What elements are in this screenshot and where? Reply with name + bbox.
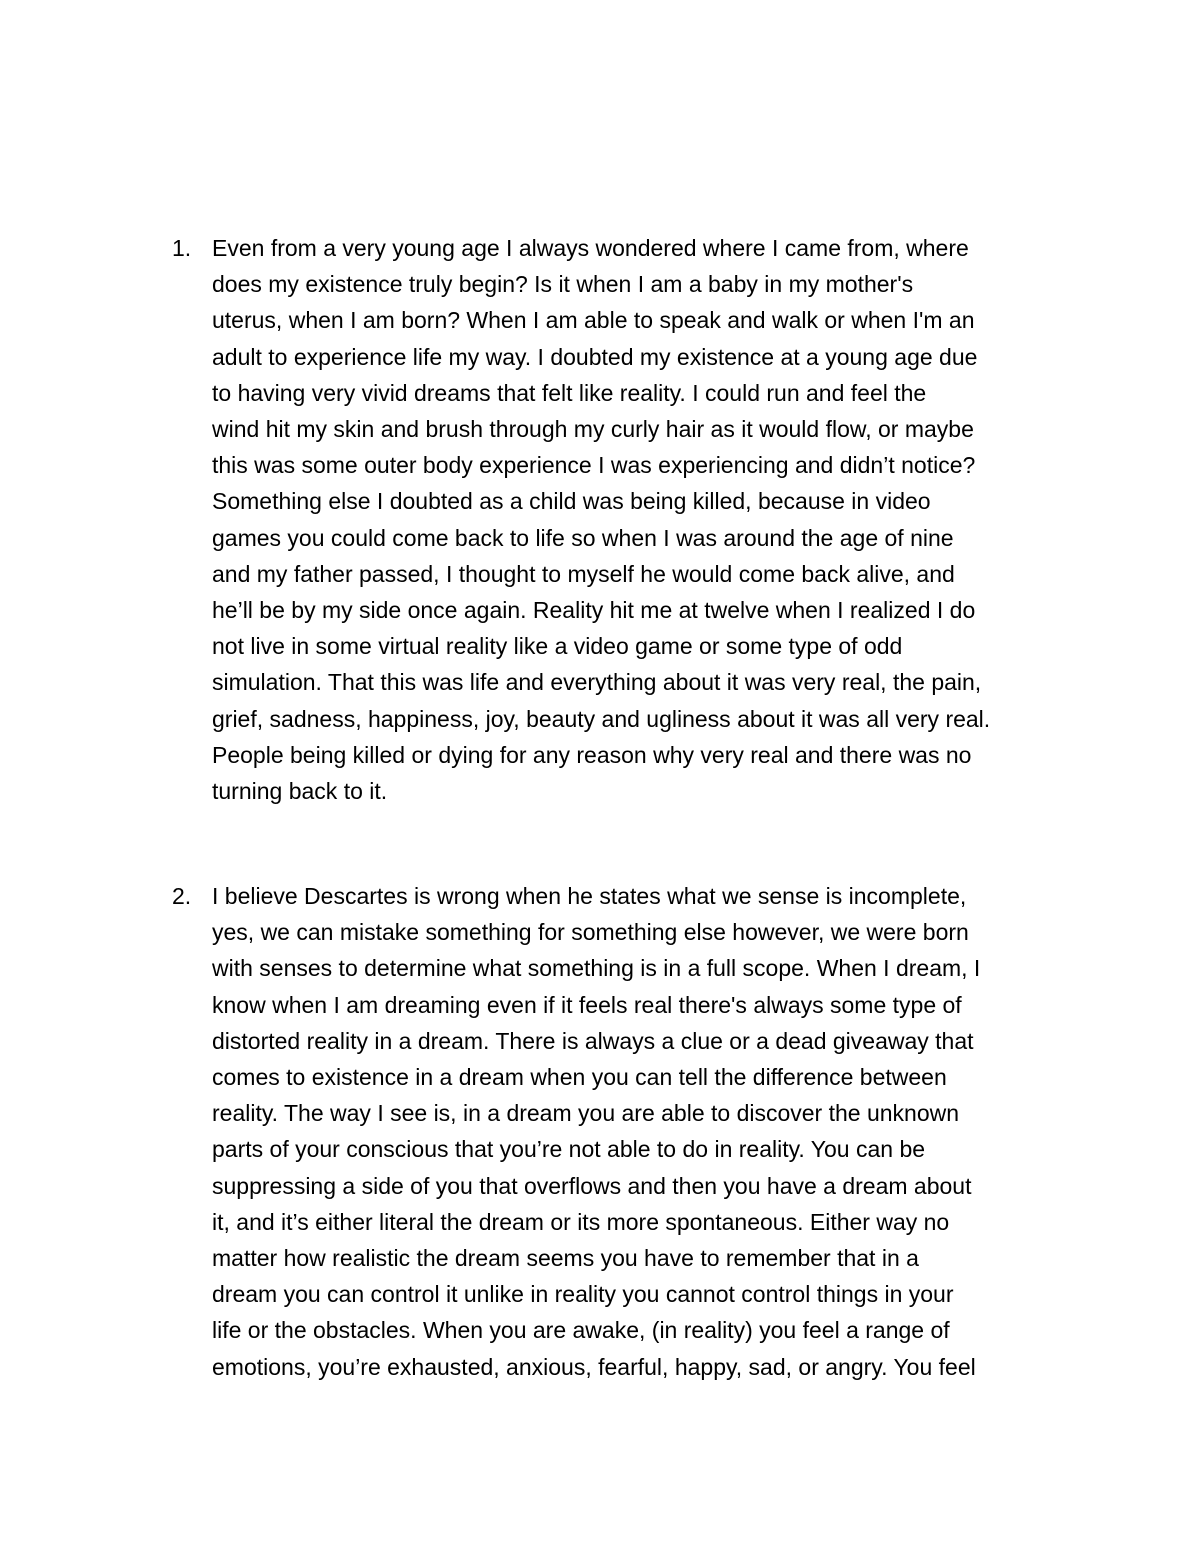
paragraph-line: emotions, you’re exhausted, anxious, fearful, happy, sad, or angry. You feel: [212, 1353, 976, 1380]
paragraph-line: grief, sadness, happiness, joy, beauty and ugliness about it was all very real.: [212, 705, 991, 732]
paragraph-line: uterus, when I am born? When I am able to speak and walk or when I'm an: [212, 307, 975, 334]
paragraph-line: wind hit my skin and brush through my curly hair as it would flow, or maybe: [212, 416, 974, 442]
paragraph-line: Even from a very young age I always wondered where I came from, where: [212, 235, 969, 261]
paragraph-line: it, and it’s either literal the dream or its more spontaneous. Either way no: [212, 1208, 950, 1235]
paragraph-line: games you could come back to life so when I was around the age of nine: [212, 524, 954, 551]
paragraph-line: I believe Descartes is wrong when he states what we sense is incomplete,: [212, 883, 967, 909]
paragraph-line: reality. The way I see is, in a dream you are able to discover the unknown: [212, 1100, 960, 1127]
paragraph-line: not live in some virtual reality like a video game or some type of odd: [212, 633, 903, 660]
paragraph-line: matter how realistic the dream seems you have to remember that in a: [212, 1245, 919, 1271]
paragraph-line: he’ll be by my side once again. Reality hit me at twelve when I realized I do: [212, 597, 976, 623]
paragraph-line: simulation. That this was life and everything about it was very real, the pain,: [212, 669, 982, 696]
paragraph-line: adult to experience life my way. I doubted my existence at a young age due: [212, 343, 978, 370]
paragraph-line: turning back to it.: [212, 778, 388, 804]
paragraph-line: with senses to determine what something is in a full scope. When I dream, I: [212, 955, 981, 982]
paragraph-line: to having very vivid dreams that felt like reality. I could run and feel the: [212, 379, 927, 406]
paragraph-line: Something else I doubted as a child was being killed, because in video: [212, 488, 931, 515]
paragraph-line: dream you can control it unlike in reality you cannot control things in your: [212, 1281, 954, 1308]
paragraph-line: life or the obstacles. When you are awake, (in reality) you feel a range of: [212, 1317, 950, 1344]
list-item-number: 1.: [172, 235, 192, 261]
paragraph-line: People being killed or dying for any reason why very real and there was no: [212, 741, 972, 768]
paragraph-line: and my father passed, I thought to myself he would come back alive, and: [212, 560, 955, 587]
paragraph-line: does my existence truly begin? Is it when I am a baby in my mother's: [212, 271, 914, 298]
paragraph-line: distorted reality in a dream. There is always a clue or a dead giveaway that: [212, 1027, 974, 1054]
paragraph-line: yes, we can mistake something for something else however, we were born: [212, 919, 969, 946]
list-item-number: 2.: [172, 883, 192, 909]
paragraph-line: this was some outer body experience I was experiencing and didn’t notice?: [212, 452, 976, 479]
paragraph-line: know when I am dreaming even if it feels real there's always some type of: [212, 991, 962, 1018]
paragraph-line: parts of your conscious that you’re not able to do in reality. You can be: [212, 1136, 926, 1163]
paragraph-line: suppressing a side of you that overflows and then you have a dream about: [212, 1172, 972, 1199]
paragraph-line: comes to existence in a dream when you can tell the difference between: [212, 1064, 947, 1090]
